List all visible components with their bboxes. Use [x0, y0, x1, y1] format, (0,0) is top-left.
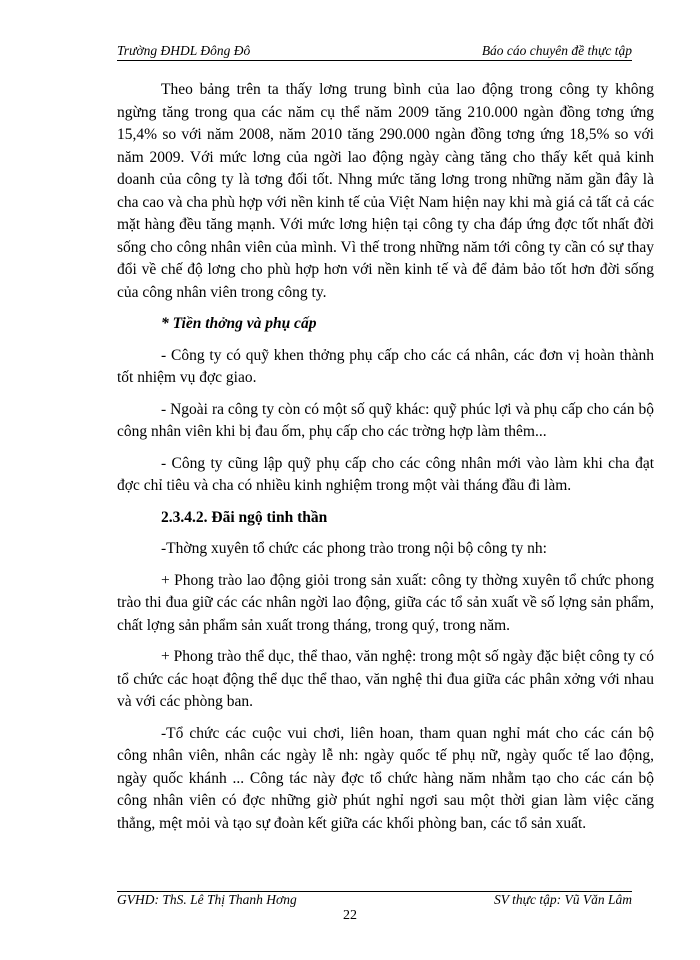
footer-student: SV thực tập: Vũ Văn Lâm — [494, 892, 632, 907]
paragraph-labor-movement: + Phong trào lao động giỏi trong sản xuất: công ty thờng xuyên tổ chức phong trào thi đua giữ các các nhân ngời lao động, giữa các tổ sản xuất về số lợng sản phẩm, chất lợng sản phẩm sản xuất trong tháng, trong quý, trong năm. — [117, 571, 654, 634]
paragraph-leisure-activities: -Tổ chức các cuộc vui chơi, liên hoan, tham quan nghỉ mát cho các cán bộ công nhân viên, nhân các ngày lễ nh: ngày quốc tế phụ nữ, ngày quốc tế lao động, ngày quốc khánh ... Công tác này đợc tổ chức hàng năm nhằm tạo cho các cán bộ công nhân viên có đợc những giờ phút nghỉ ngơi sau một thời gian làm việc căng thẳng, mệt mỏi và tạo sự đoàn kết giữa các khối phòng ban, các tổ sản xuất. — [117, 724, 654, 832]
heading-spiritual-benefits: 2.3.4.2. Đãi ngộ tinh thần — [161, 508, 328, 526]
heading-bonus-allowance: * Tiền thởng và phụ cấp — [161, 315, 317, 332]
paragraph-new-worker-allowance: - Công ty cũng lập quỹ phụ cấp cho các công nhân mới vào làm khi cha đạt đợc chỉ tiêu và cha có nhiều kinh nghiệm trong một vài tháng đầu đi làm. — [117, 454, 654, 494]
header-school: Trường ĐHDL Đông Đô — [117, 43, 251, 58]
paragraph-salary-analysis: Theo bảng trên ta thấy lơng trung bình của lao động trong công ty không ngừng tăng trong qua các năm cụ thể năm 2009 tăng 210.000 ngàn đồng tơng ứng 15,4% so với năm 2008, năm 2010 tăng 290.000 ngàn đồng tơng ứng 18,5% so với năm 2009. Với mức lơng của ngời lao động ngày càng tăng cho thấy kết quả kinh doanh của công ty là tơng đối tốt. Nhng mức tăng lơng trong những năm gần đây là cha cao và cha phù hợp với nền kinh tế của Việt Nam hiện nay khi mà giá cả tất cả các mặt hàng đều tăng mạnh. Với mức lơng hiện tại công ty cha đáp ứng đợc tốt nhất đời sống cho công nhân viên của mình. Vì thế trong những năm tới công ty cần có sự thay đổi về chế độ lơng cho phù hợp hơn với nền kinh tế và để đảm bảo tốt hơn đời sống của công nhân viên trong công ty. — [117, 81, 654, 301]
page-footer — [117, 891, 632, 908]
paragraph-sports-movement: + Phong trào thể dục, thể thao, văn nghệ: trong một số ngày đặc biệt công ty có tổ chức các hoạt động thể dục thể thao, văn nghệ thi đua giữa các phân xởng với nhau và với các phòng ban. — [117, 648, 654, 710]
page-number: 22 — [343, 908, 357, 923]
document-body — [117, 79, 654, 844]
paragraph-other-funds: - Ngoài ra công ty còn có một số quỹ khác: quỹ phúc lợi và phụ cấp cho cán bộ công nhân viên khi bị đau ốm, phụ cấp cho các trờng hợp làm thêm... — [117, 400, 654, 440]
footer-supervisor: GVHD: ThS. Lê Thị Thanh Hơng — [117, 892, 297, 907]
paragraph-movements-intro: -Thờng xuyên tổ chức các phong trào trong nội bộ công ty nh: — [161, 540, 547, 557]
page-header — [117, 42, 632, 61]
paragraph-reward-fund: - Công ty có quỹ khen thởng phụ cấp cho các cá nhân, các đơn vị hoàn thành tốt nhiệm vụ đợc giao. — [117, 346, 654, 386]
header-report-title: Báo cáo chuyên đề thực tập — [481, 43, 632, 58]
